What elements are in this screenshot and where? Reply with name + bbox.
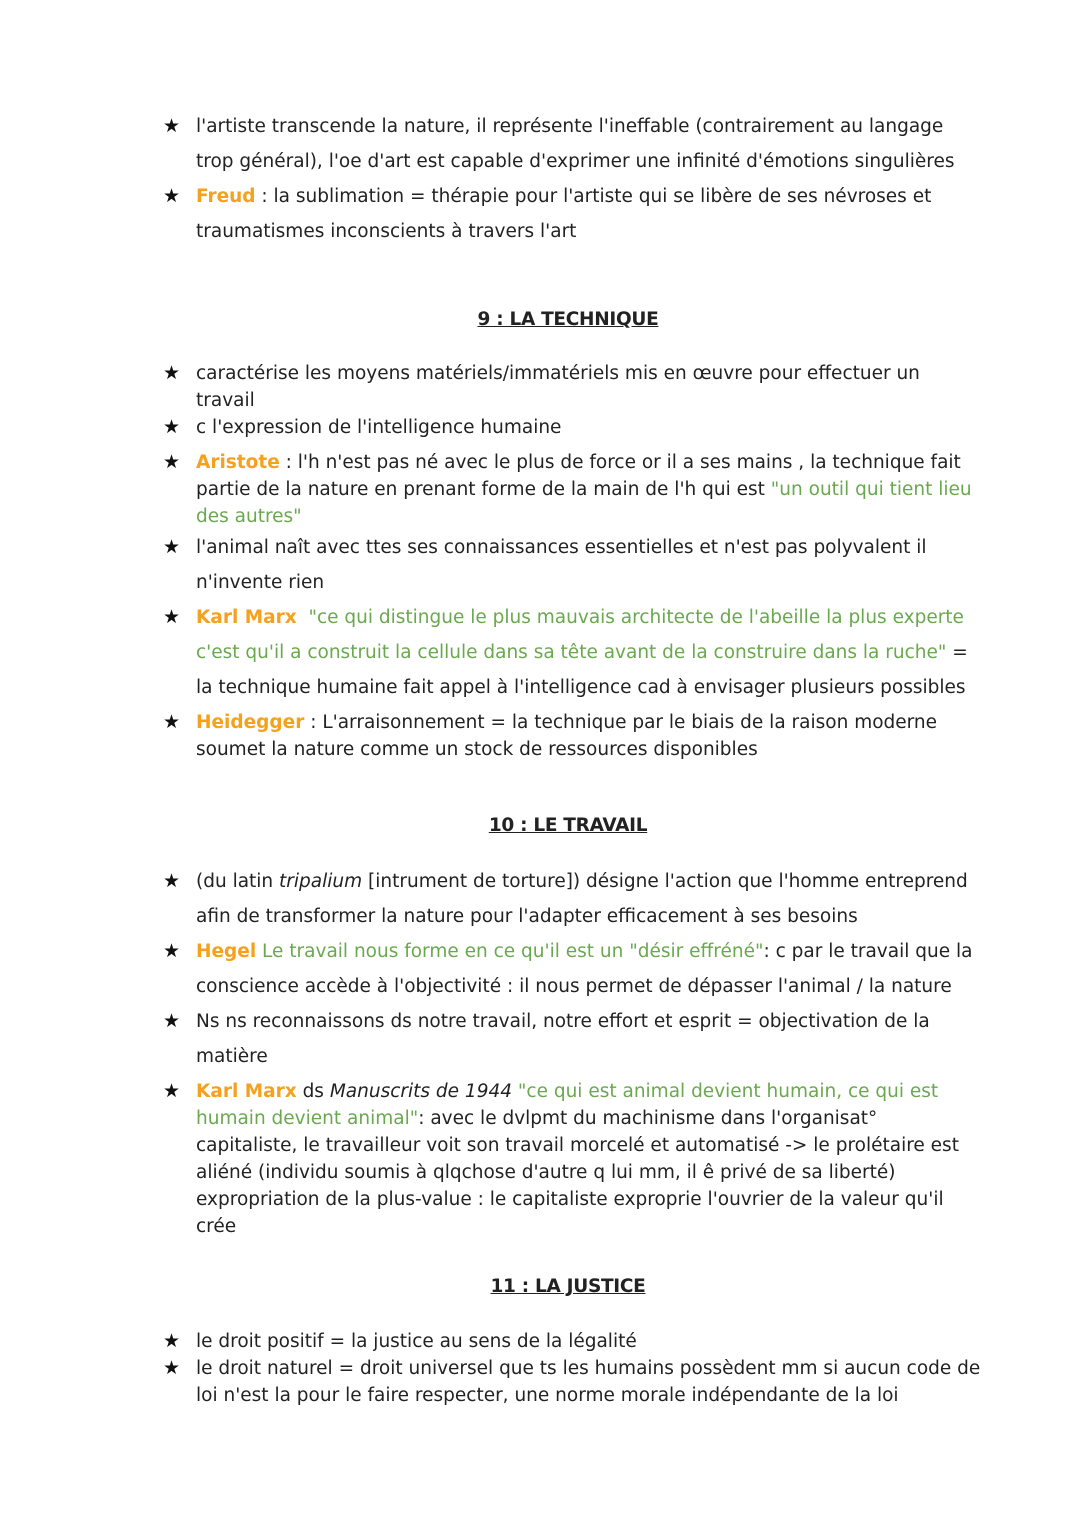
quotation: "un outil qui tient lieu des autres" xyxy=(196,479,972,527)
list-item: ★ Karl Marx "ce qui distingue le plus mauvais architecte de l'abeille la plus experte c'est qu'il a construit la cellule dans sa tête avant de la construire dans la ruche" = la technique humaine fait appel à l'intelligence cad à envisager plusieurs possibles xyxy=(163,600,983,705)
list-item: ★ Aristote : l'h n'est pas né avec le plus de force or il a ses mains , la technique fait partie de la nature en prenant forme de la main de l'h qui est "un outil qui tient lieu des autres" xyxy=(163,451,972,527)
bullet-list-top xyxy=(163,109,983,249)
star-bullet-icon: ★ xyxy=(163,606,181,628)
philosopher-name: Heidegger xyxy=(196,712,305,733)
section-heading-justice: 11 : LA JUSTICE xyxy=(490,1276,646,1297)
star-bullet-icon: ★ xyxy=(163,416,181,438)
star-bullet-icon: ★ xyxy=(163,115,181,137)
section-heading-travail: 10 : LE TRAVAIL xyxy=(488,815,648,836)
list-item: ★ Karl Marx ds Manuscrits de 1944 "ce qui est animal devient humain, ce qui est humain devient animal": avec le dvlpmt du machinisme dans l'organisat° capitaliste, le travailleur voit son travail morcelé et automatisé -> le prolétaire est aliéné (individu soumis à qlqchose d'autre q lui mm, il ê privé de sa liberté) expropriation de la plus-value : le capitaliste exproprie l'ouvrier de la valeur qu'il crée xyxy=(163,1080,959,1237)
star-bullet-icon: ★ xyxy=(163,1357,181,1379)
star-bullet-icon: ★ xyxy=(163,870,181,892)
section-heading-technique: 9 : LA TECHNIQUE xyxy=(477,309,659,330)
star-bullet-icon: ★ xyxy=(163,451,181,473)
list-item: ★ caractérise les moyens matériels/immatériels mis en œuvre pour effectuer un travail xyxy=(163,362,920,411)
star-bullet-icon: ★ xyxy=(163,362,181,384)
list-item: ★ l'artiste transcende la nature, il représente l'ineffable (contrairement au langage trop général), l'oe d'art est capable d'exprimer une infinité d'émotions singulières xyxy=(163,109,983,179)
list-item: ★ c l'expression de l'intelligence humaine xyxy=(163,414,983,441)
list-item: ★ le droit positif = la justice au sens de la légalité xyxy=(163,1328,983,1355)
philosopher-name: Karl Marx xyxy=(196,607,297,628)
list-item: ★ l'animal naît avec ttes ses connaissances essentielles et n'est pas polyvalent il n'invente rien xyxy=(163,530,983,600)
star-bullet-icon: ★ xyxy=(163,711,181,733)
bullet-list-technique xyxy=(163,360,983,763)
star-bullet-icon: ★ xyxy=(163,1010,181,1032)
quotation: "ce qui distingue le plus mauvais architecte de l'abeille la plus experte c'est qu'il a construit la cellule dans sa tête avant de la construire dans la ruche" xyxy=(196,607,964,663)
star-bullet-icon: ★ xyxy=(163,1080,181,1102)
star-bullet-icon: ★ xyxy=(163,185,181,207)
philosopher-name: Freud xyxy=(196,186,256,207)
bullet-list-justice xyxy=(163,1328,983,1409)
quotation: "ce qui est animal devient humain, ce qui est humain devient animal" xyxy=(196,1081,939,1129)
list-item: ★ le droit naturel = droit universel que ts les humains possèdent mm si aucun code de loi n'est la pour le faire respecter, une norme morale indépendante de la loi xyxy=(163,1357,981,1406)
list-item: ★ Ns ns reconnaissons ds notre travail, notre effort et esprit = objectivation de la matière xyxy=(163,1004,983,1074)
star-bullet-icon: ★ xyxy=(163,536,181,558)
quotation: Le travail nous forme en ce qu'il est un "désir effréné" xyxy=(256,941,764,962)
list-item: ★ Hegel Le travail nous forme en ce qu'il est un "désir effréné": c par le travail que la conscience accède à l'objectivité : il nous permet de dépasser l'animal / la nature xyxy=(163,934,983,1004)
list-item: ★ (du latin tripalium [intrument de torture]) désigne l'action que l'homme entreprend afin de transformer la nature pour l'adapter efficacement à ses besoins xyxy=(163,864,983,934)
star-bullet-icon: ★ xyxy=(163,1330,181,1352)
philosopher-name: Karl Marx xyxy=(196,1081,297,1102)
philosopher-name: Hegel xyxy=(196,941,257,962)
star-bullet-icon: ★ xyxy=(163,940,181,962)
list-item: ★ Heidegger : L'arraisonnement = la technique par le biais de la raison moderne soumet la nature comme un stock de ressources disponibles xyxy=(163,711,938,760)
philosopher-name: Aristote xyxy=(196,452,280,473)
list-item: ★ Freud : la sublimation = thérapie pour l'artiste qui se libère de ses névroses et traumatismes inconscients à travers l'art xyxy=(163,179,983,249)
bullet-list-travail xyxy=(163,864,983,1240)
